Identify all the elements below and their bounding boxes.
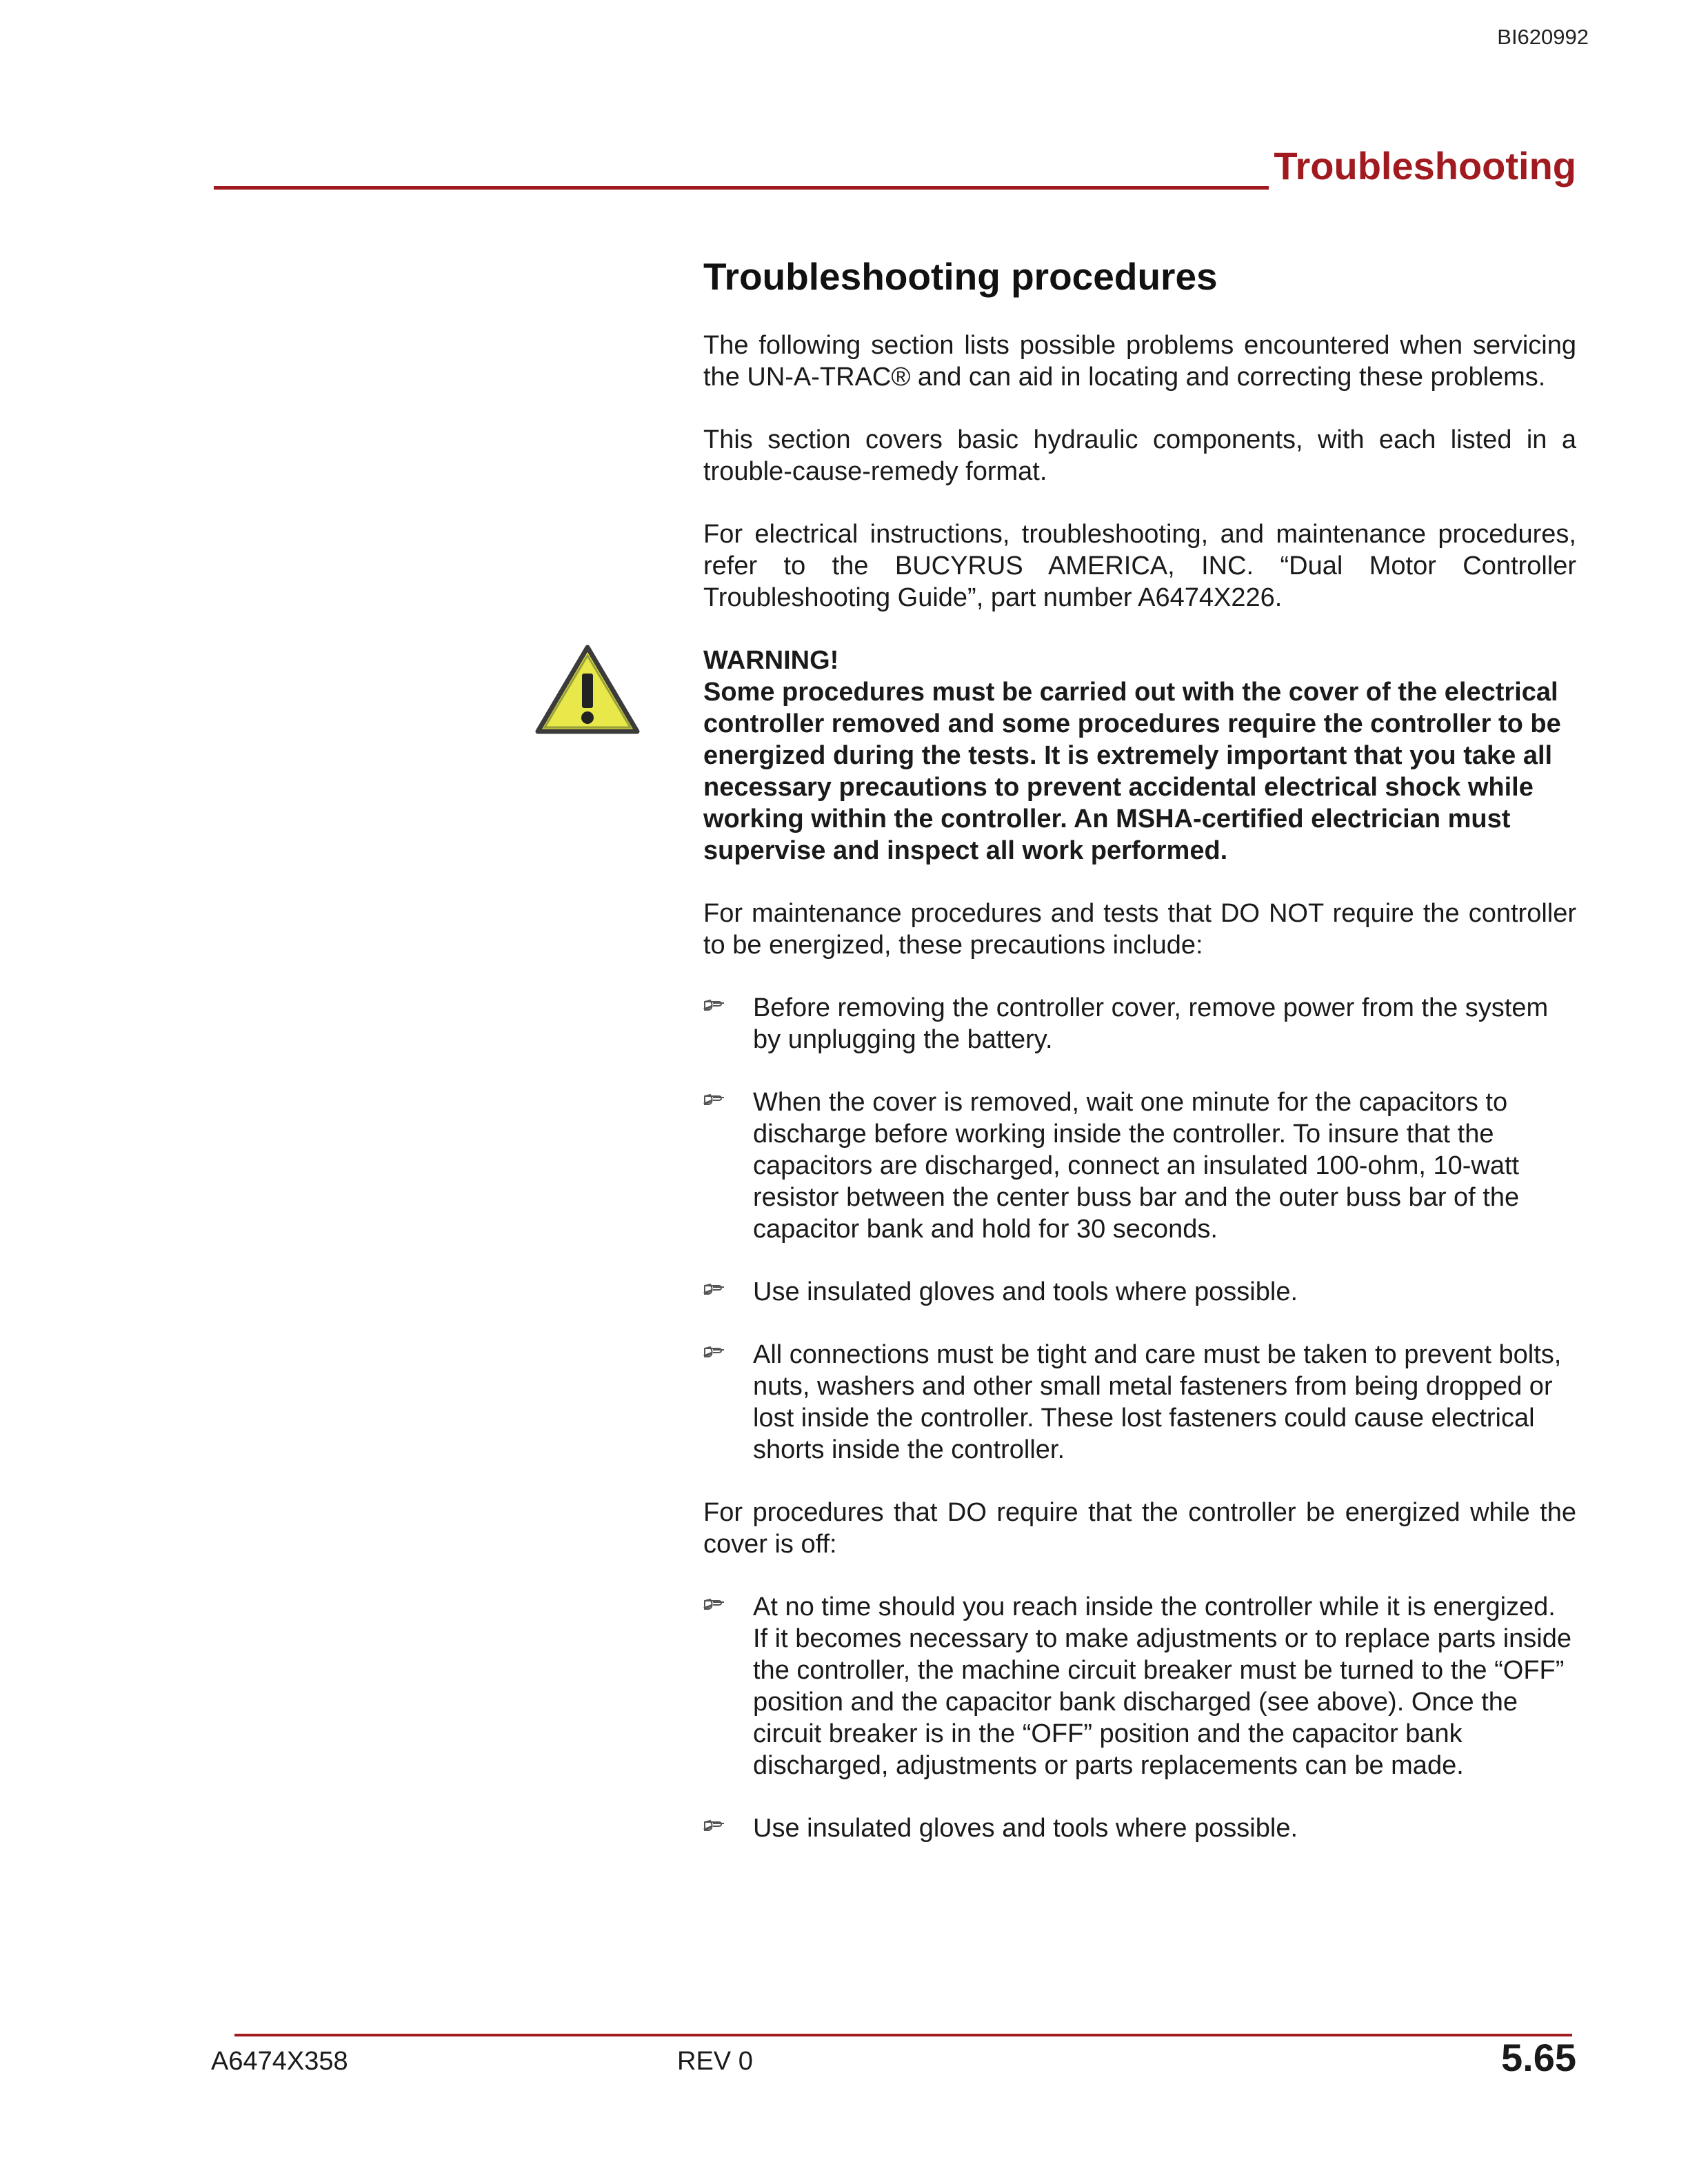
list-item bbox=[703, 1591, 1576, 1781]
page-heading: Troubleshooting procedures bbox=[703, 255, 1218, 298]
main-content bbox=[703, 254, 1576, 1875]
page-number: 5.65 bbox=[1501, 2036, 1576, 2079]
warning-triangle-icon bbox=[534, 643, 641, 737]
header-rule bbox=[214, 186, 1269, 190]
list-item-text: All connections must be tight and care must be taken to prevent bolts, nuts, washers and other small metal fasteners from being dropped or lost inside the controller. These lost fasteners could cause electrical shorts inside the controller. bbox=[753, 1340, 1562, 1464]
list-item bbox=[703, 1812, 1576, 1844]
footer-rule bbox=[234, 2034, 1572, 2036]
energized-list bbox=[703, 1591, 1576, 1844]
intro-paragraph-1: The following section lists possible problems encountered when servicing the UN-A-TRAC® and can aid in locating and correcting these problems. bbox=[703, 331, 1576, 392]
intro-paragraph-3: For electrical instructions, troubleshooting, and maintenance procedures, refer to the BUCYRUS AMERICA, INC. “Dual Motor Controller Troubleshooting Guide”, part number A6474X226. bbox=[703, 520, 1576, 612]
warning-text: Some procedures must be carried out with the cover of the electrical controller removed and some procedures require the controller to be energized during the tests. It is extremely important that you take all necessary precautions to prevent accidental electrical shock while working within the controller. An MSHA-certified electrician must supervise and inspect all work performed. bbox=[703, 678, 1561, 865]
footer-revision: REV 0 bbox=[677, 2047, 753, 2076]
pointing-hand-icon bbox=[703, 1088, 731, 1109]
list-item bbox=[703, 992, 1576, 1055]
list-item-text: Use insulated gloves and tools where possible. bbox=[753, 1277, 1298, 1306]
warning-block bbox=[703, 645, 1576, 867]
not-energized-intro: For maintenance procedures and tests that DO NOT require the controller to be energized, these precautions include: bbox=[703, 899, 1576, 960]
pointing-hand-icon bbox=[703, 1814, 731, 1834]
energized-intro: For procedures that DO require that the controller be energized while the cover is off: bbox=[703, 1498, 1576, 1559]
footer-part-number: A6474X358 bbox=[211, 2047, 348, 2076]
list-item bbox=[703, 1339, 1576, 1466]
warning-title: WARNING! bbox=[703, 646, 839, 675]
document-id: BI620992 bbox=[1497, 25, 1589, 49]
pointing-hand-icon bbox=[703, 1593, 731, 1613]
pointing-hand-icon bbox=[703, 1340, 731, 1361]
list-item bbox=[703, 1086, 1576, 1245]
list-item-text: When the cover is removed, wait one minute for the capacitors to discharge before working inside the controller. To insure that the capacitors are discharged, connect an insulated 100-ohm, 10-watt resistor between the center buss bar and the outer buss bar of the capacitor bank and hold for 30 seconds. bbox=[753, 1088, 1520, 1244]
not-energized-list bbox=[703, 992, 1576, 1466]
section-title: Troubleshooting bbox=[1274, 144, 1576, 188]
list-item-text: At no time should you reach inside the controller while it is energized. If it becomes necessary to make adjustments or to replace parts inside the controller, the machine circuit breaker must be turned to the “OFF” position and the capacitor bank discharged (see above). Once the circuit breaker is in the “OFF” position and the capacitor bank discharged, adjustments or parts replacements can be made. bbox=[753, 1593, 1571, 1780]
list-item-text: Before removing the controller cover, remove power from the system by unplugging the battery. bbox=[753, 993, 1549, 1054]
intro-paragraph-2: This section covers basic hydraulic components, with each listed in a trouble-cause-remedy format. bbox=[703, 425, 1576, 486]
list-item-text: Use insulated gloves and tools where possible. bbox=[753, 1814, 1298, 1843]
list-item bbox=[703, 1276, 1576, 1308]
pointing-hand-icon bbox=[703, 1277, 731, 1298]
pointing-hand-icon bbox=[703, 993, 731, 1014]
